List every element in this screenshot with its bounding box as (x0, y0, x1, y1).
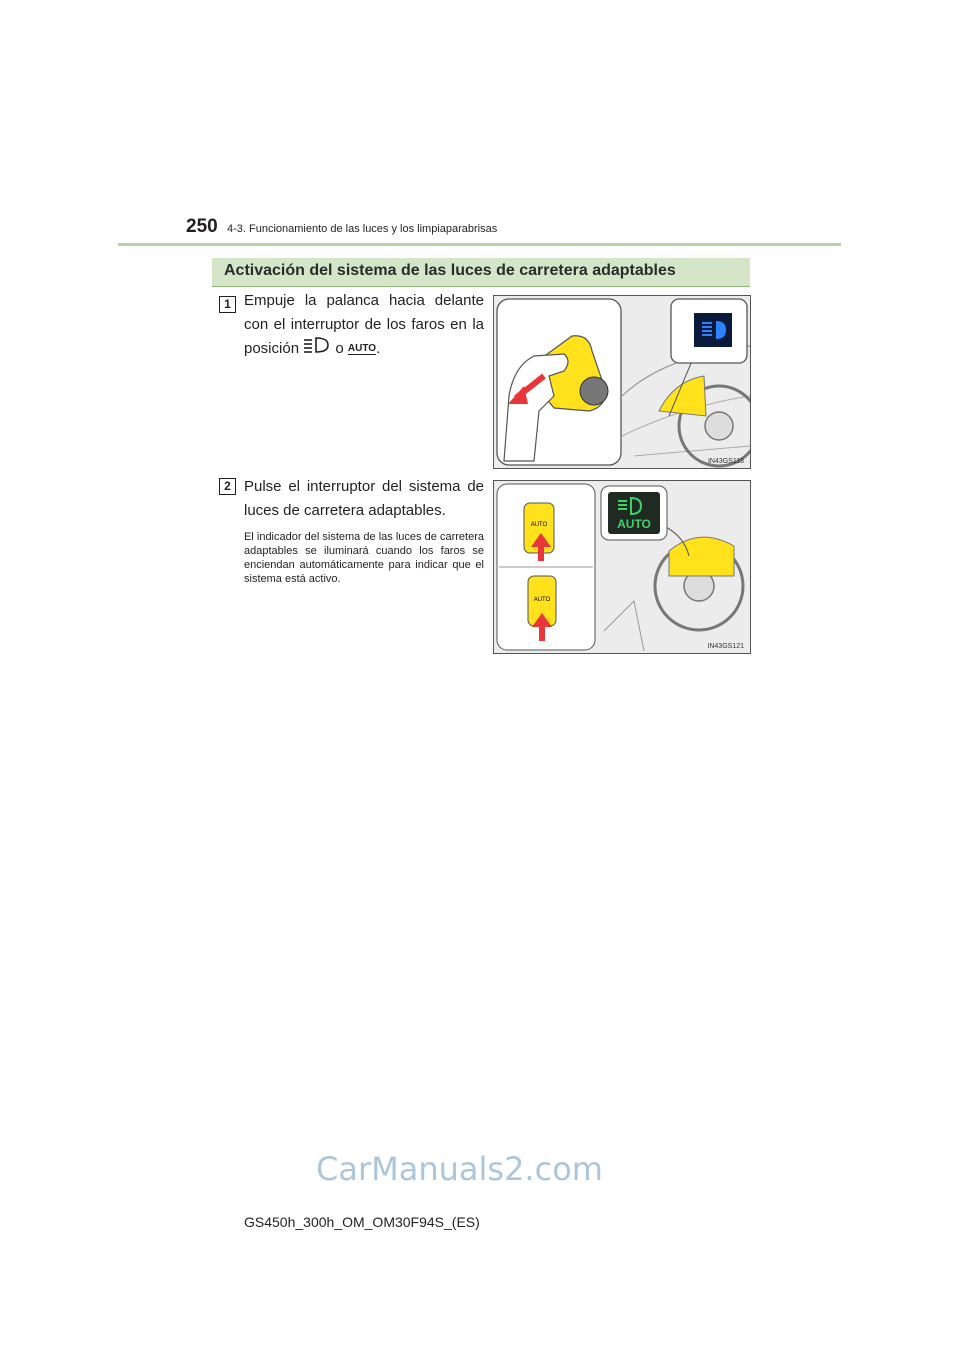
section-heading-bar (212, 258, 750, 287)
step-1-text-end: . (376, 340, 381, 357)
upper-switch-auto-label: AUTO (530, 522, 548, 528)
section-title: Activación del sistema de las luces de carretera adaptables (224, 262, 676, 279)
footer-doc-id: GS450h_300h_OM_OM30F94S_(ES) (244, 1214, 480, 1230)
chapter-title: 4-3. Funcionamiento de las luces y los limpiaparabrisas (227, 223, 498, 235)
step-1-text-main: Empuje la palanca hacia delante con el interruptor de los faros en la posición (244, 292, 484, 357)
switch-illustration (494, 481, 750, 653)
watermark-text: CarManuals2.com (316, 1150, 603, 1188)
indicator-auto-label: AUTO (617, 517, 651, 531)
step-2-note: El indicador del sistema de las luces de carretera adaptables se iluminará cuando los faros se enciendan automáticamente para indicar que el sistema está activo. (244, 531, 484, 585)
figure-lever-push (493, 295, 751, 469)
auto-icon: AUTO (347, 343, 377, 355)
lever-illustration (494, 296, 750, 468)
lower-switch-auto-label: AUTO (533, 597, 551, 603)
figure-code-2: IN43GS121 (707, 643, 744, 650)
figure-code-1: IN43GS118 (707, 458, 744, 465)
step-1-text-or: o (335, 340, 344, 357)
step-2-text: Pulse el interruptor del sistema de luces de carretera adaptables. (244, 478, 484, 519)
step-number-1: 1 (219, 296, 236, 313)
step-number-2: 2 (219, 478, 236, 495)
figure-switch-press (493, 480, 751, 654)
header-rule (118, 243, 841, 246)
headlight-icon (303, 337, 331, 361)
page-number: 250 (186, 216, 218, 237)
step-1-text (244, 289, 484, 361)
